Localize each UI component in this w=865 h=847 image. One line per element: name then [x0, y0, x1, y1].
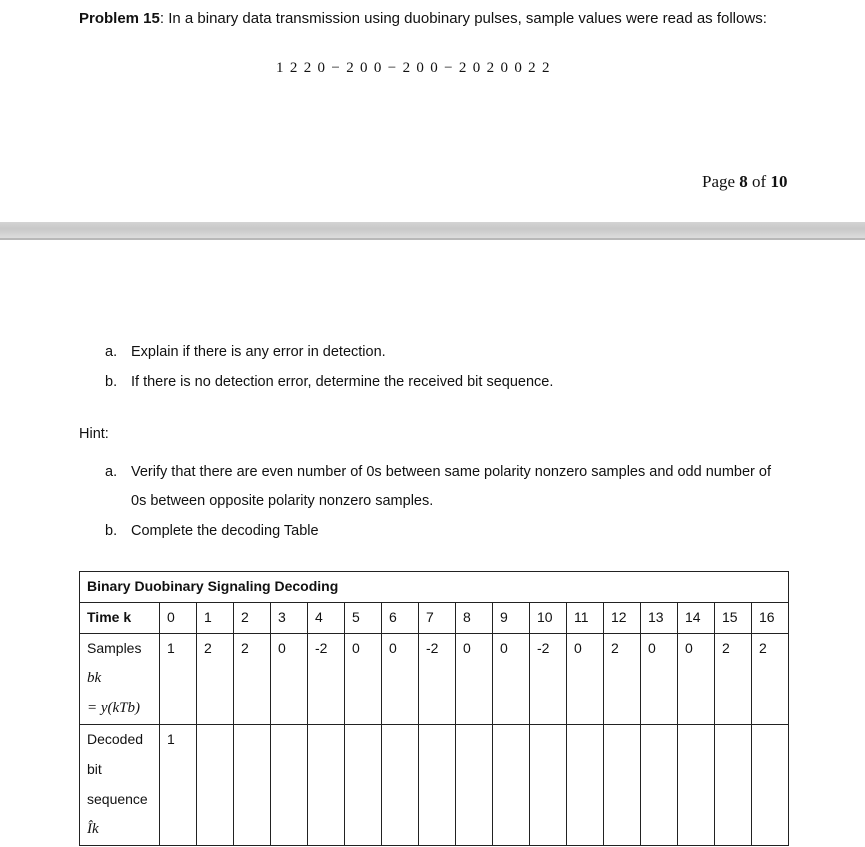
decoded-cell — [271, 725, 308, 846]
hint-b-text: Complete the decoding Table — [131, 523, 319, 539]
decoded-cell — [567, 725, 604, 846]
time-cell: 0 — [160, 603, 197, 634]
table-title: Binary Duobinary Signaling Decoding — [80, 572, 789, 603]
decoded-label-line4: Îk — [87, 821, 99, 837]
sample-cell: 0 — [641, 634, 678, 725]
page-8-bottom — [0, 0, 865, 222]
problem-statement — [79, 9, 767, 29]
time-label-text: Time k — [87, 609, 132, 625]
decoded-cell — [678, 725, 715, 846]
sample-cell: 1 — [160, 634, 197, 725]
decoded-cell — [382, 725, 419, 846]
page-number — [702, 172, 787, 192]
samples-label-line3: = y(kTb) — [87, 700, 141, 716]
time-cell: 14 — [678, 603, 715, 634]
hint-title: Hint: — [79, 426, 109, 442]
time-cell: 9 — [493, 603, 530, 634]
page-prefix: Page — [702, 172, 740, 191]
hint-a-label: a. — [105, 464, 118, 480]
decoded-cell — [604, 725, 641, 846]
time-cell: 5 — [345, 603, 382, 634]
sample-cell: 0 — [345, 634, 382, 725]
sample-cell: -2 — [308, 634, 345, 725]
sample-cell: 0 — [271, 634, 308, 725]
question-b-text: If there is no detection error, determine the received bit sequence. — [131, 374, 554, 390]
sample-cell: 2 — [715, 634, 752, 725]
time-cell: 12 — [604, 603, 641, 634]
page-break — [0, 222, 865, 240]
decoded-label-line1: Decoded — [87, 731, 144, 747]
decoded-label-line3: sequence — [87, 791, 148, 807]
time-cell: 16 — [752, 603, 789, 634]
decoded-cell — [493, 725, 530, 846]
sample-cell: 2 — [604, 634, 641, 725]
decoded-cell: 1 — [160, 725, 197, 846]
decoded-cell — [715, 725, 752, 846]
time-cell: 15 — [715, 603, 752, 634]
sample-cell: 0 — [493, 634, 530, 725]
problem-text: : In a binary data transmission using duobinary pulses, sample values were read as follows: — [159, 10, 767, 27]
decoded-cell — [530, 725, 567, 846]
question-a-label: a. — [105, 344, 118, 360]
time-cell: 2 — [234, 603, 271, 634]
decoded-row — [80, 725, 789, 846]
page-9-top — [0, 240, 865, 847]
time-cell: 13 — [641, 603, 678, 634]
samples-label-line1: Samples — [87, 640, 142, 656]
decoding-table — [79, 571, 789, 846]
decoded-cell — [752, 725, 789, 846]
samples-label-line2: bk — [87, 670, 102, 686]
decoded-label-line2: bit — [87, 761, 102, 777]
sample-values-line: 1 2 2 0 − 2 0 0 − 2 0 0 − 2 0 2 0 0 2 2 — [276, 60, 551, 76]
hint-a-line2: 0s between opposite polarity nonzero samples. — [131, 493, 434, 509]
sample-cell: 2 — [234, 634, 271, 725]
time-cell: 10 — [530, 603, 567, 634]
decoded-cell — [419, 725, 456, 846]
decoded-cell — [234, 725, 271, 846]
sample-cell: 2 — [752, 634, 789, 725]
sample-cell: -2 — [530, 634, 567, 725]
sample-cell: 2 — [197, 634, 234, 725]
time-row — [80, 603, 789, 634]
decoded-cell — [345, 725, 382, 846]
problem-label: Problem 15 — [79, 10, 160, 27]
decoded-cell — [197, 725, 234, 846]
page-current: 8 — [739, 172, 748, 191]
time-cell: 1 — [197, 603, 234, 634]
decoded-cell — [641, 725, 678, 846]
time-cell: 4 — [308, 603, 345, 634]
sample-cell: -2 — [419, 634, 456, 725]
time-cell: 6 — [382, 603, 419, 634]
question-a-text: Explain if there is any error in detection. — [131, 344, 386, 360]
sample-cell: 0 — [456, 634, 493, 725]
time-cell: 8 — [456, 603, 493, 634]
samples-label — [80, 634, 160, 725]
time-label — [80, 603, 160, 634]
sample-cell: 0 — [678, 634, 715, 725]
question-b-label: b. — [105, 374, 118, 390]
hint-b-label: b. — [105, 523, 118, 539]
hint-a-line1: Verify that there are even number of 0s between same polarity nonzero samples and odd number of — [131, 464, 771, 480]
time-cell: 3 — [271, 603, 308, 634]
page-total: 10 — [770, 172, 788, 191]
decoded-cell — [456, 725, 493, 846]
samples-row — [80, 634, 789, 725]
decoded-cell — [308, 725, 345, 846]
time-cell: 7 — [419, 603, 456, 634]
time-cell: 11 — [567, 603, 604, 634]
page-of: of — [747, 172, 771, 191]
sample-cell: 0 — [382, 634, 419, 725]
decoded-label — [80, 725, 160, 846]
sample-cell: 0 — [567, 634, 604, 725]
